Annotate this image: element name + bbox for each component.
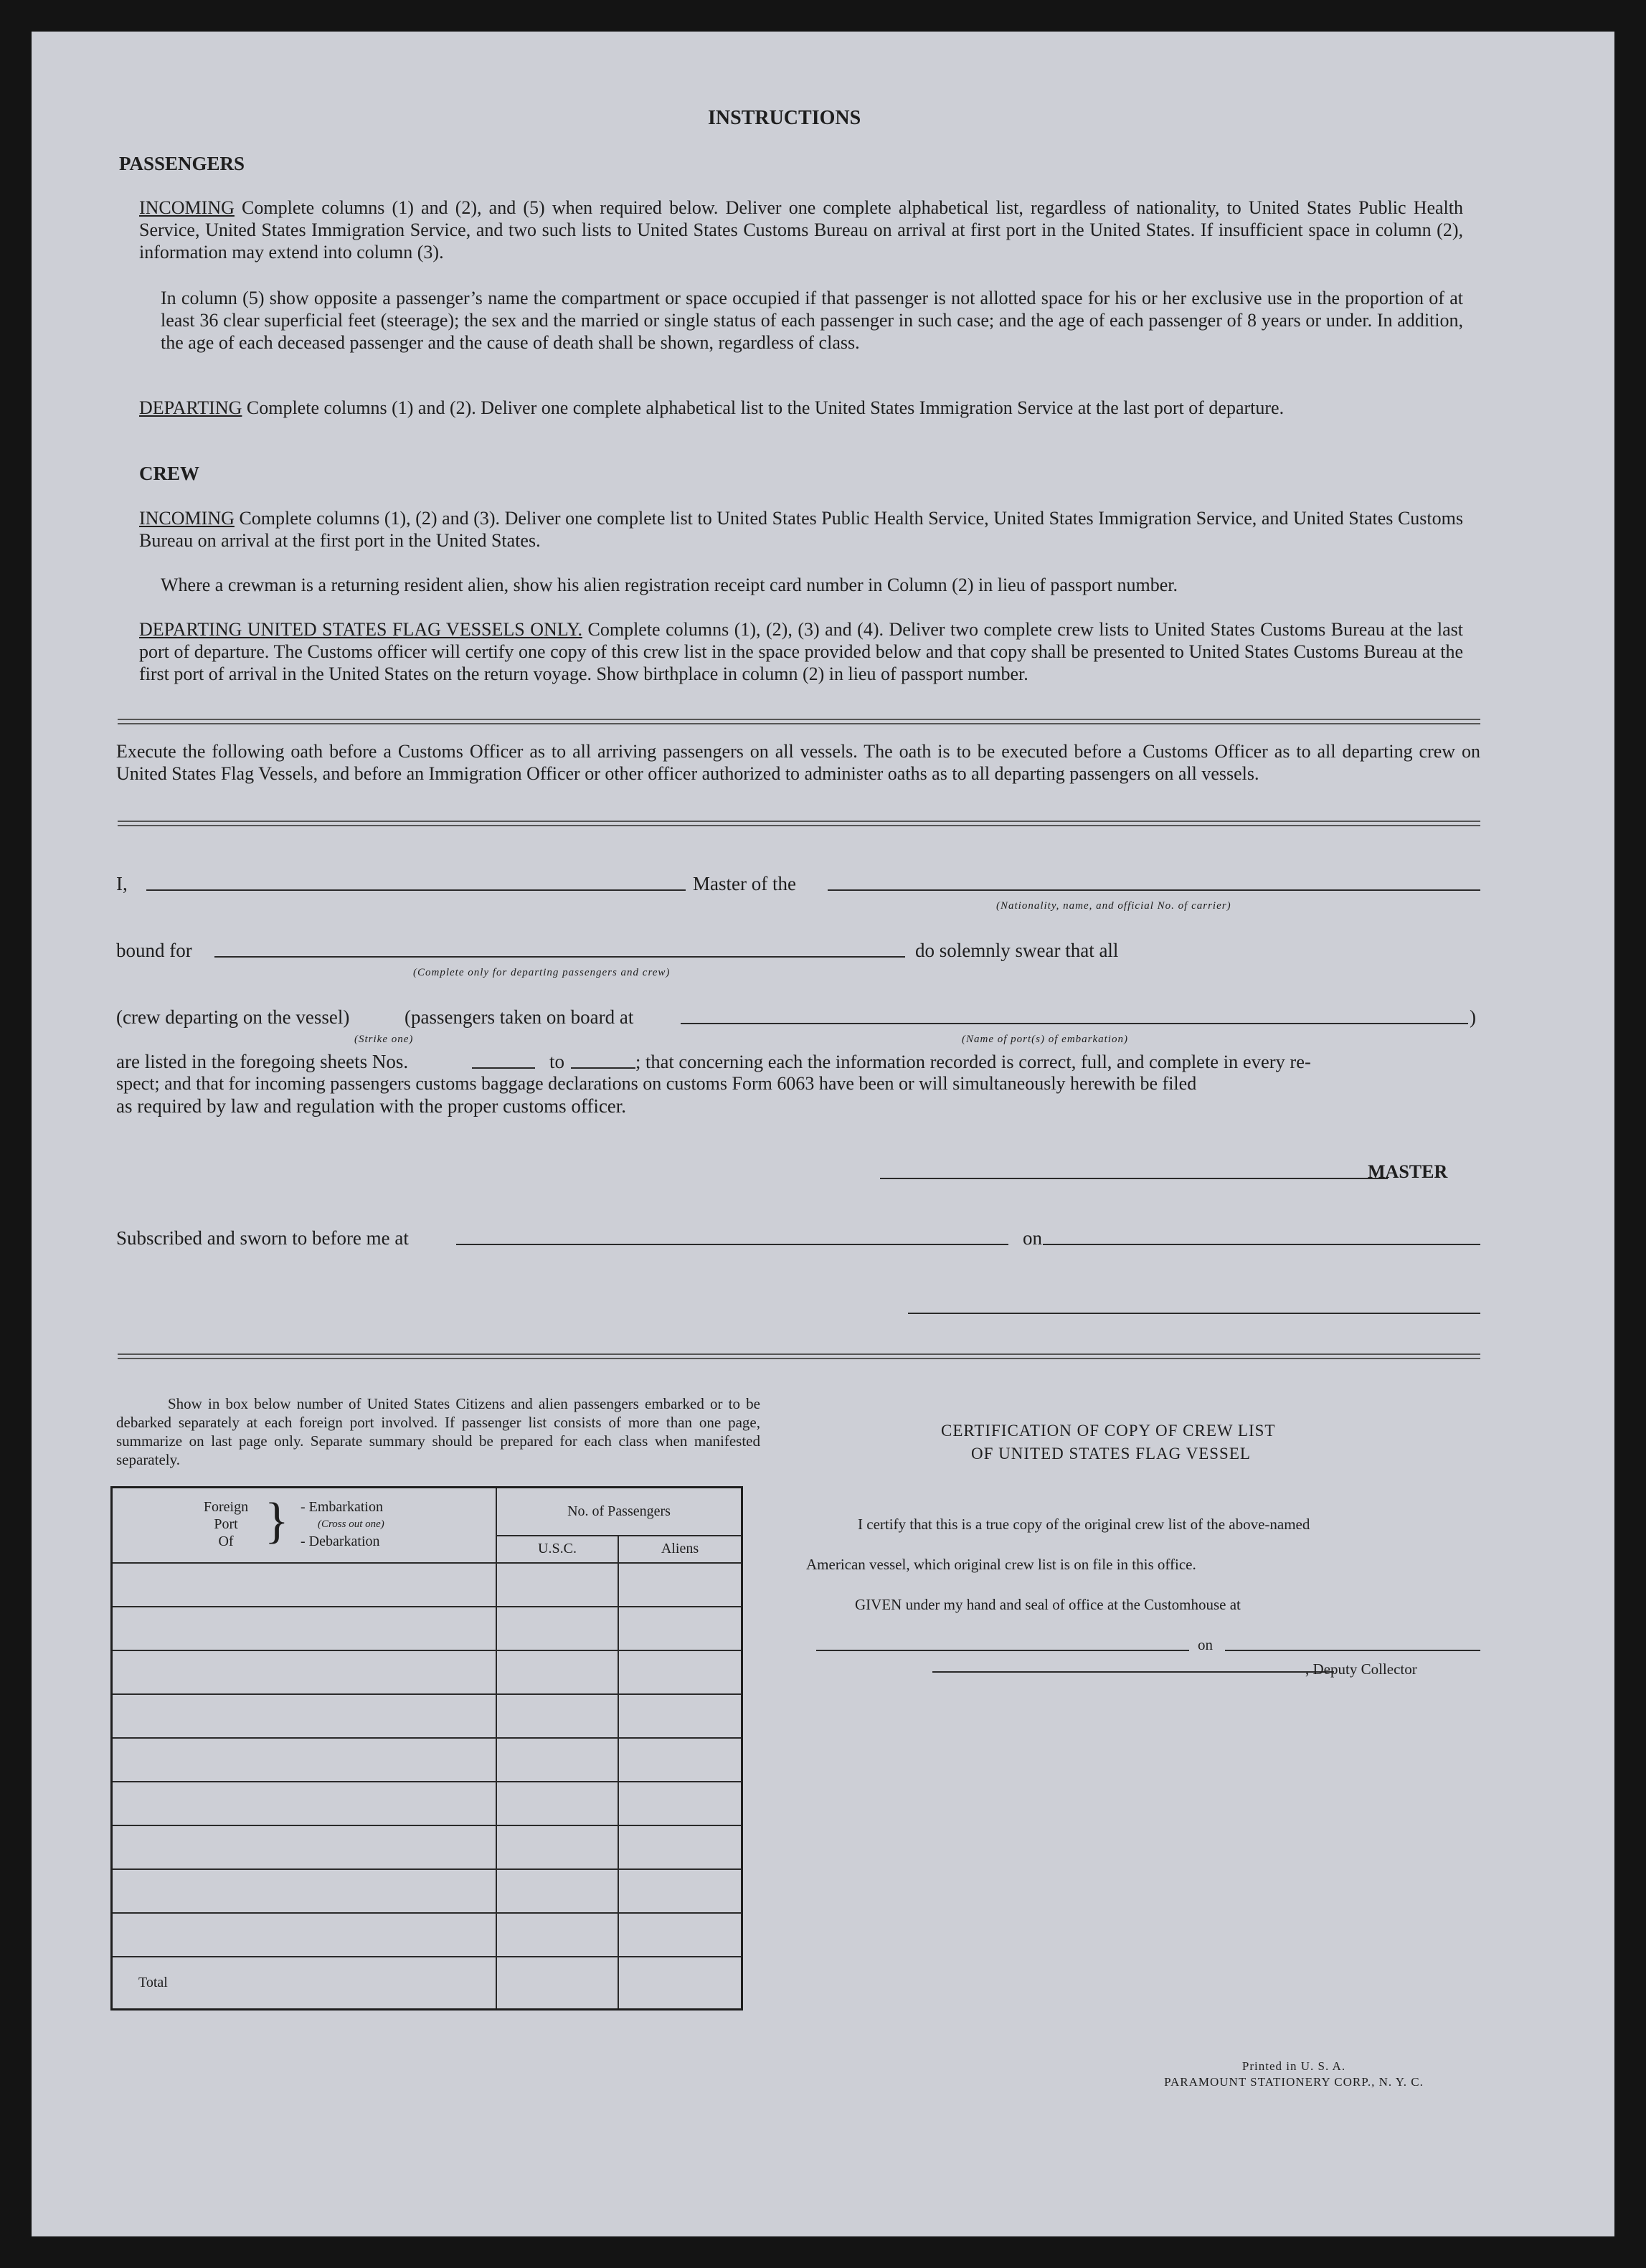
certification-on-label: on xyxy=(1198,1636,1213,1653)
usc-cell[interactable] xyxy=(496,1650,618,1694)
deputy-collector-signature[interactable] xyxy=(932,1671,1334,1673)
certification-line-3: GIVEN under my hand and seal of office at the Customhouse at xyxy=(855,1596,1241,1613)
embarkation-label: - Embarkation xyxy=(301,1499,383,1515)
debarkation-label: - Debarkation xyxy=(301,1534,380,1549)
passenger-summary-table xyxy=(110,1486,743,2011)
port-cell[interactable] xyxy=(112,1913,497,1957)
aliens-total-cell[interactable] xyxy=(618,1957,742,2010)
aliens-cell[interactable] xyxy=(618,1738,742,1782)
printer-imprint xyxy=(1129,2059,1459,2090)
printer-line-2: PARAMOUNT STATIONERY CORP., N. Y. C. xyxy=(1164,2075,1424,2089)
table-row xyxy=(112,1738,742,1782)
table-row xyxy=(112,1607,742,1650)
aliens-cell[interactable] xyxy=(618,1607,742,1650)
table-row xyxy=(112,1650,742,1694)
table-row xyxy=(112,1782,742,1825)
officer-signature-field[interactable] xyxy=(908,1313,1480,1314)
usc-cell[interactable] xyxy=(496,1694,618,1738)
passengers-heading: PASSENGERS xyxy=(119,153,245,174)
usc-cell[interactable] xyxy=(496,1607,618,1650)
crew-incoming-text: Complete columns (1), (2) and (3). Deliver one complete list to United States Public Health Service, United States Immigration Service, and United States Customs Bureau on arrival at the first port in the United States. xyxy=(139,508,1463,551)
aliens-cell[interactable] xyxy=(618,1825,742,1869)
port-cell[interactable] xyxy=(112,1869,497,1913)
total-cell xyxy=(112,1957,497,2010)
bound-for-label: bound for xyxy=(116,940,192,961)
certification-date-field[interactable] xyxy=(1225,1650,1480,1651)
no-passengers-header xyxy=(496,1488,742,1536)
section-divider xyxy=(118,719,1480,724)
usc-label: U.S.C. xyxy=(538,1541,577,1556)
ports-field[interactable] xyxy=(681,1023,1468,1024)
port-cell[interactable] xyxy=(112,1563,497,1607)
usc-cell[interactable] xyxy=(496,1782,618,1825)
usc-cell[interactable] xyxy=(496,1869,618,1913)
master-name-field[interactable] xyxy=(146,889,686,891)
passengers-taken-option[interactable]: (passengers taken on board at xyxy=(405,1006,634,1028)
sheet-to-field[interactable] xyxy=(571,1067,635,1069)
usc-header xyxy=(496,1536,618,1563)
port-cell[interactable] xyxy=(112,1782,497,1825)
sheets-label: are listed in the foregoing sheets Nos. xyxy=(116,1051,409,1072)
carrier-field[interactable] xyxy=(828,889,1480,891)
certification-line-2: American vessel, which original crew list is on file in this office. xyxy=(806,1556,1196,1573)
aliens-cell[interactable] xyxy=(618,1650,742,1694)
port-cell[interactable] xyxy=(112,1738,497,1782)
bound-for-hint: (Complete only for departing passengers and crew) xyxy=(413,967,671,978)
passengers-departing-label: DEPARTING xyxy=(139,397,242,418)
master-of-the-label: Master of the xyxy=(693,873,796,894)
aliens-cell[interactable] xyxy=(618,1869,742,1913)
total-row xyxy=(112,1957,742,2010)
page-title: INSTRUCTIONS xyxy=(708,107,861,129)
master-label: MASTER xyxy=(1368,1161,1448,1182)
crew-departing-paragraph xyxy=(139,618,1463,685)
usc-cell[interactable] xyxy=(496,1738,618,1782)
usc-cell[interactable] xyxy=(496,1825,618,1869)
form-sheet xyxy=(32,32,1614,2236)
passengers-column5-paragraph: In column (5) show opposite a passenger’s name the compartment or space occupied if that passenger is not allotted space for his or her exclusive use in the proportion of at least 36 clear superficial feet (steerage); the sex and the married or single status of each passenger in such case; and the age of each passenger of 8 years or under. In addition, the age of each deceased passenger and the cause of death shall be shown, regardless of class. xyxy=(161,288,1463,353)
table-row xyxy=(112,1913,742,1957)
sheets-line-3: as required by law and regulation with the proper customs officer. xyxy=(116,1095,627,1117)
crew-resident-paragraph: Where a crewman is a returning resident alien, show his alien registration receipt card number in Column (2) in lieu of passport number. xyxy=(161,575,1178,595)
crew-incoming-paragraph xyxy=(139,507,1463,552)
crew-heading: CREW xyxy=(139,463,200,484)
no-passengers-label: No. of Passengers xyxy=(567,1503,671,1519)
certification-heading-1: CERTIFICATION OF COPY OF CREW LIST xyxy=(941,1422,1276,1440)
total-label: Total xyxy=(138,1974,168,1990)
brace-glyph: } xyxy=(265,1493,289,1549)
col-port-label: Port xyxy=(214,1516,238,1532)
aliens-cell[interactable] xyxy=(618,1913,742,1957)
table-row xyxy=(112,1694,742,1738)
passengers-incoming-label: INCOMING xyxy=(139,197,235,218)
port-header-cell xyxy=(112,1488,497,1563)
port-cell[interactable] xyxy=(112,1825,497,1869)
strike-one-hint: (Strike one) xyxy=(354,1034,414,1045)
customhouse-field[interactable] xyxy=(816,1650,1189,1651)
summary-instructions: Show in box below number of United States Citizens and alien passengers embarked or to be debarked separately at each foreign port involved. If passenger list consists of more than one page, summarize on last page only. Separate summary should be prepared for each class when manifested separately. xyxy=(116,1395,760,1468)
aliens-header xyxy=(618,1536,742,1563)
sheets-line-1: ; that concerning each the information recorded is correct, full, and complete in every re- xyxy=(635,1051,1311,1072)
passengers-departing-paragraph xyxy=(139,397,1463,419)
crew-departing-label: DEPARTING UNITED STATES FLAG VESSELS ONLY. xyxy=(139,619,582,640)
subscribed-label: Subscribed and sworn to before me at xyxy=(116,1227,409,1249)
master-signature-field[interactable] xyxy=(880,1178,1388,1179)
bound-for-field[interactable] xyxy=(214,956,905,958)
swear-label: do solemnly swear that all xyxy=(915,940,1119,961)
table-row xyxy=(112,1869,742,1913)
table-row xyxy=(112,1825,742,1869)
sheet-from-field[interactable] xyxy=(472,1067,535,1069)
aliens-cell[interactable] xyxy=(618,1694,742,1738)
sworn-on-label: on xyxy=(1023,1227,1042,1249)
passengers-incoming-text: Complete columns (1) and (2), and (5) when required below. Deliver one complete alphabetical list, regardless of nationality, to United States Public Health Service, United States Immigration Service, and two such lists to United States Customs Bureau on arrival at first port in the United States. If insufficient space in column (2), information may extend into column (3). xyxy=(139,197,1463,263)
sworn-place-field[interactable] xyxy=(456,1244,1008,1245)
sheets-to-label: to xyxy=(549,1051,565,1072)
oath-intro: Execute the following oath before a Customs Officer as to all arriving passengers on all vessels. The oath is to be executed before a Customs Officer as to all departing crew on United States Flag Vessels, and before an Immigration Officer or other officer authorized to administer oaths as to all departing passengers on all vessels. xyxy=(116,741,1480,784)
certification-heading-2: OF UNITED STATES FLAG VESSEL xyxy=(971,1445,1251,1463)
aliens-cell[interactable] xyxy=(618,1782,742,1825)
crew-departing-text: Complete columns (1), (2), (3) and (4). Deliver two complete crew lists to United States Customs Bureau at the last port of departure. The Customs officer will certify one copy of this crew list in the space provided below and that copy shall be presented to United States Customs Bureau at the first port of arrival in the United States on the return voyage. Show birthplace in column (2) in lieu of passport number. xyxy=(139,619,1463,684)
sworn-date-field[interactable] xyxy=(1043,1244,1480,1245)
certification-line-1: I certify that this is a true copy of the original crew list of the above-named xyxy=(858,1516,1310,1533)
cross-out-label: (Cross out one) xyxy=(318,1518,384,1530)
ports-hint: (Name of port(s) of embarkation) xyxy=(962,1034,1128,1045)
port-cell[interactable] xyxy=(112,1694,497,1738)
usc-cell[interactable] xyxy=(496,1563,618,1607)
col-foreign-label: Foreign xyxy=(203,1499,249,1515)
deputy-collector-label: , Deputy Collector xyxy=(1305,1660,1417,1678)
close-paren: ) xyxy=(1470,1006,1476,1028)
printer-line-1: Printed in U. S. A. xyxy=(1241,2059,1346,2073)
aliens-label: Aliens xyxy=(661,1541,699,1556)
passengers-incoming-paragraph xyxy=(139,197,1463,263)
crew-incoming-label: INCOMING xyxy=(139,508,235,529)
port-cell[interactable] xyxy=(112,1650,497,1694)
passengers-departing-text: Complete columns (1) and (2). Deliver one complete alphabetical list to the United States Immigration Service at the last port of departure. xyxy=(246,397,1285,418)
table-row xyxy=(112,1563,742,1607)
carrier-hint: (Nationality, name, and official No. of carrier) xyxy=(996,900,1231,912)
section-divider xyxy=(118,1353,1480,1359)
sheets-line-2: spect; and that for incoming passengers customs baggage declarations on customs Form 6063 have been or will simultaneously herewith be filed xyxy=(116,1073,1197,1094)
crew-departing-option[interactable]: (crew departing on the vessel) xyxy=(116,1006,350,1028)
port-cell[interactable] xyxy=(112,1607,497,1650)
aliens-cell[interactable] xyxy=(618,1563,742,1607)
usc-total-cell[interactable] xyxy=(496,1957,618,2010)
section-divider xyxy=(118,821,1480,826)
oath-i-label: I, xyxy=(116,873,128,894)
col-of-label: Of xyxy=(218,1534,234,1549)
usc-cell[interactable] xyxy=(496,1913,618,1957)
